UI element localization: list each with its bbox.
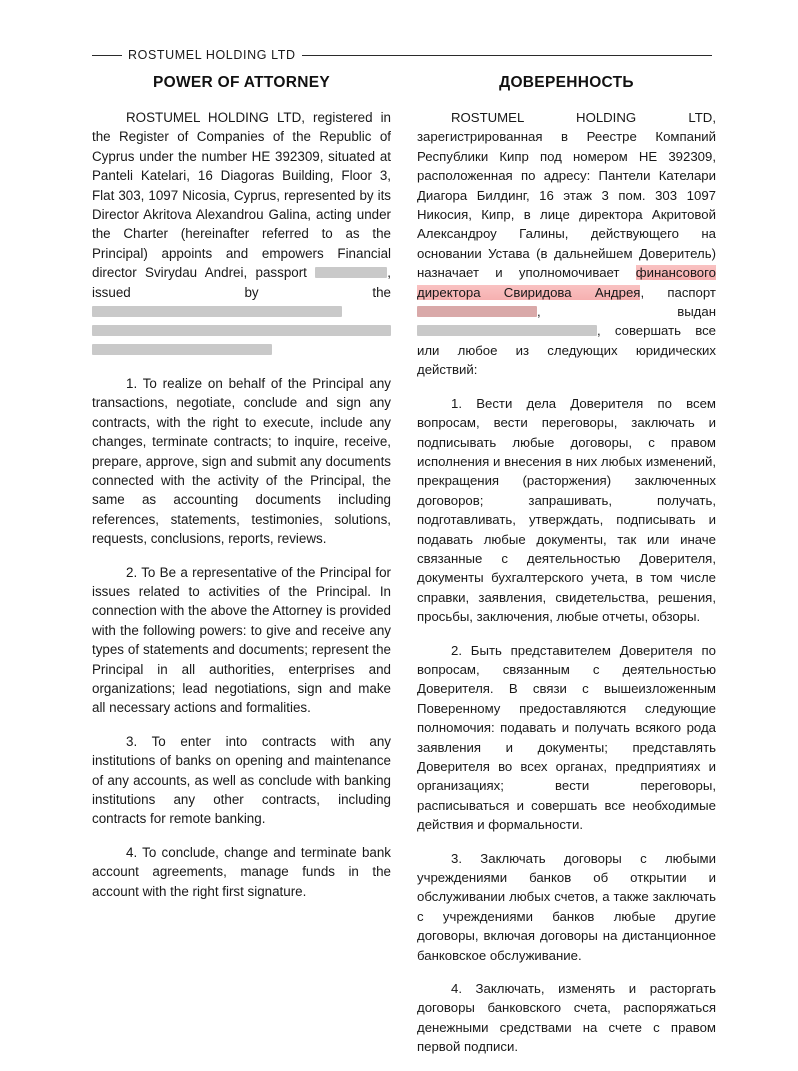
letterhead-company-name: ROSTUMEL HOLDING LTD: [128, 48, 296, 62]
paragraph-clause-2-en: 2. To Be a representative of the Principal for issues related to activities of the Principal. In connection with the above the Attorney is provided with the following powers: to give and receive any types of statements and documents; represent the Principal in all authorities, enterprises and organizations; lead negotiations, sign and make all necessary actions and formalities.: [92, 564, 391, 716]
letterhead: [92, 48, 712, 62]
column-russian: [417, 74, 716, 1071]
letterhead-rule-right: [302, 55, 712, 56]
paragraph-intro-ru: [417, 108, 716, 380]
intro-text-part-4-ru: , совершать все или любое из следующих юридических действий:: [417, 323, 716, 378]
highlighted-appointee-text: финансового директора Свиридова Андрея: [417, 265, 716, 300]
letterhead-rule-left: [92, 55, 122, 56]
paragraph-clause-2-ru: 2. Быть представителем Доверителя по вопросам, связанным с деятельностью Доверителя. В связи с вышеизложенным Поверенному предоставляются следующие полномочия: подавать и получать всякого рода заявления и документы; представлять Доверителя во всех органах, предприятиях и организациях; вести переговоры, расписываться и совершать все необходимые действия и формальности.: [417, 642, 716, 833]
intro-text-part-2-ru: , паспорт: [640, 284, 716, 300]
redaction-bar: [417, 325, 597, 336]
redaction-bar: [92, 344, 272, 355]
redaction-bar: [92, 306, 342, 317]
intro-text-part-2: , issued by the: [92, 265, 391, 300]
column-english: [92, 74, 391, 1071]
page-title-english: POWER OF ATTORNEY: [152, 74, 331, 91]
document-columns: [92, 74, 716, 1071]
paragraph-clause-4-ru: 4. Заключать, изменять и расторгать договоры банковского счета, распоряжаться денежными средствами на счете с правом первой подписи.: [417, 981, 716, 1055]
intro-text-part-1: ROSTUMEL HOLDING LTD, registered in the Register of Companies of the Republic of Cyprus under the number HE 392309, situated at Panteli Katelari, 16 Diagoras Building, Floor 3, Flat 303, 1097 Nicosia, Cyprus, represented by its Director Akritova Alexandrou Galina, acting under the Charter (hereinafter referred to as the Principal) appoints and empowers Financial director Svirydau Andrei, passport: [92, 110, 391, 281]
paragraph-clause-1-en: 1. To realize on behalf of the Principal any transactions, negotiate, conclude and sign any contracts, with the right to execute, include any changes, terminate contracts; to inquire, receive, prepare, approve, sign and submit any documents connected with the activity of the Principal, the same as accounting documents including references, statements, testimonies, solutions, requests, conclusions, reports, reviews.: [92, 375, 391, 547]
paragraph-clause-3-ru: 3. Заключать договоры с любыми учреждениями банков об открытии и обслуживании любых счетов, а также заключать с учреждениями банков любые другие договоры, включая договоры на дистанционное банковское обслуживание.: [417, 850, 716, 963]
redaction-bar-highlighted: [417, 306, 537, 317]
page-title-russian: ДОВЕРЕННОСТЬ: [499, 74, 634, 91]
paragraph-clause-1-ru: 1. Вести дела Доверителя по всем вопросам, вести переговоры, заключать и подписывать любые договоры, с правом исполнения и внесения в них любых изменений, прекращения (расторжения) заключенных договоров; запрашивать, получать, подготавливать, утверждать, подписывать и подавать любые документы, так или иначе связанные с деятельностью Доверителя, документы бухгалтерского учета, в том числе справки, заявления, свидетельства, решения, просьбы, заключения, любые отчеты, обзоры.: [417, 395, 716, 625]
intro-text-part-3-ru: , выдан: [537, 304, 716, 320]
paragraph-clause-4-en: 4. To conclude, change and terminate bank account agreements, manage funds in the account with the right first signature.: [92, 844, 391, 899]
paragraph-intro-en: [92, 108, 391, 360]
intro-text-part-1-ru: ROSTUMEL HOLDING LTD, зарегистрированная в Реестре Компаний Республики Кипр под номером HE 392309, расположенная по адресу: Пантели Кателари Диагора Билдинг, 16 этаж 3 пом. 303 1097 Никосия, Кипр, в лице директора Акритовой Александроу Галины, действующего на основании Устава (в дальнейшем Доверитель) назначает и уполномочивает: [417, 110, 716, 281]
redaction-bar: [315, 267, 387, 278]
redaction-bar: [92, 325, 391, 336]
paragraph-clause-3-en: 3. To enter into contracts with any institutions of banks on opening and maintenance of any accounts, as well as conclude with banking institutions any other contracts, including contracts for remote banking.: [92, 733, 391, 827]
